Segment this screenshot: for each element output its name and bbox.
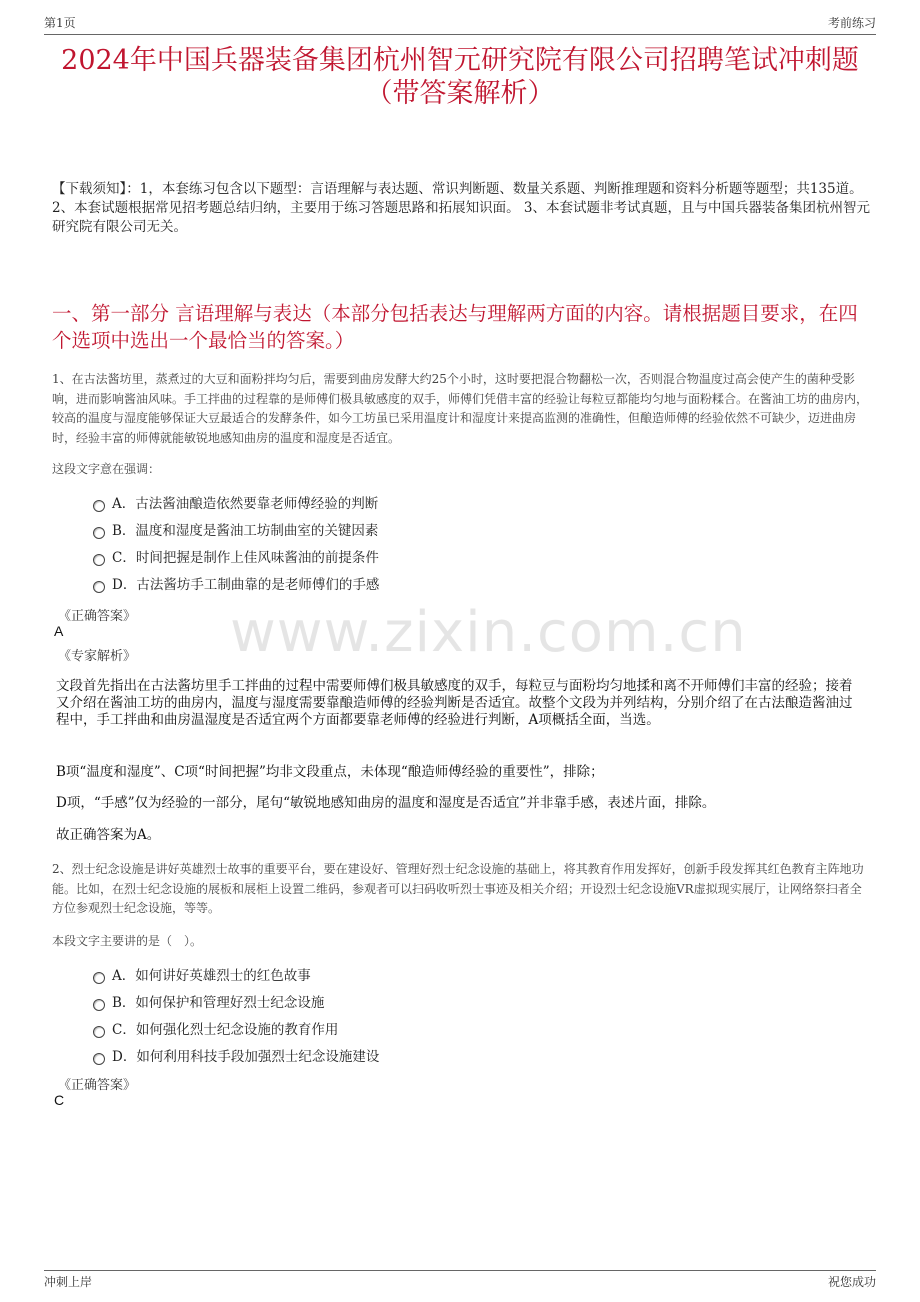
option-c[interactable] xyxy=(92,548,792,575)
analysis-paragraph: D项，“手感”仅为经验的一部分，尾句“敏锐地感知曲房的温度和湿度是否适宜”并非靠手感，表述片面，排除。 xyxy=(56,795,716,811)
option-label: D．如何利用科技手段加强烈士纪念设施建设 xyxy=(112,1049,380,1065)
option-label: C．如何强化烈士纪念设施的教育作用 xyxy=(112,1022,339,1038)
question-2-options xyxy=(92,966,792,1074)
option-d[interactable] xyxy=(92,575,792,602)
document-title: 2024年中国兵器装备集团杭州智元研究院有限公司招聘笔试冲刺题（带答案解析） xyxy=(61,45,859,109)
analysis-paragraph: B项“温度和湿度”、C项“时间把握”均非文段重点，未体现“酿造师傅经验的重要性”，排除； xyxy=(56,764,604,780)
option-b[interactable] xyxy=(92,521,792,548)
radio-icon[interactable] xyxy=(93,527,105,539)
option-label: B．如何保护和管理好烈士纪念设施 xyxy=(112,995,325,1011)
option-label: D．古法酱坊手工制曲靠的是老师傅们的手感 xyxy=(112,577,380,593)
footer-right: 祝您成功 xyxy=(827,1275,876,1289)
radio-icon[interactable] xyxy=(93,554,105,566)
header-label: 考前练习 xyxy=(827,16,876,30)
option-b[interactable] xyxy=(92,993,792,1020)
watermark: www.zixin.com.cn xyxy=(230,600,747,665)
answer-value: C xyxy=(54,1092,65,1108)
download-notice: 【下载须知】：1，本套练习包含以下题型：言语理解与表达题、常识判断题、数量关系题、判断推理题和资料分析题等题型；共135道。 2、本套试题根据常见招考题总结归纳，主要用于练习答题思路和拓展知识面。 3、本套试题非考试真题，且与中国兵器装备集团杭州智元研究院有限公司无关。 xyxy=(52,181,870,235)
section-title: 一、第一部分 言语理解与表达（本部分包括表达与理解两方面的内容。请根据题目要求，在四个选项中选出一个最恰当的答案。） xyxy=(52,302,858,352)
option-label: C．时间把握是制作上佳风味酱油的前提条件 xyxy=(112,550,379,566)
option-c[interactable] xyxy=(92,1020,792,1047)
question-1-stem: 1、在古法酱坊里，蒸煮过的大豆和面粉拌均匀后，需要到曲房发酵大约25个小时，这时要把混合物翻松一次，否则混合物温度过高会使产生的菌种受影响，进而影响酱油风味。手工拌曲的过程靠的是师傅们极具敏感度的双手，师傅们凭借丰富的经验让每粒豆都能均匀地与面粉糅合。在酱油工坊的曲房内，较高的温度与湿度能够保证大豆最适合的发酵条件，如今工坊虽已采用温度计和湿度计来提高监测的准确性，但酿造师傅的经验依然不可缺少，迈进曲房时，经验丰富的师傅就能敏锐地感知曲房的温度和湿度是否适宜。 xyxy=(52,372,869,445)
analysis-conclusion: 故正确答案为A。 xyxy=(56,827,161,843)
radio-icon[interactable] xyxy=(93,999,105,1011)
question-2-prompt: 本段文字主要讲的是（ ）。 xyxy=(52,934,203,948)
radio-icon[interactable] xyxy=(93,500,105,512)
answer-label: 《正确答案》 xyxy=(58,609,137,624)
question-2-stem: 2、烈士纪念设施是讲好英雄烈士故事的重要平台，要在建设好、管理好烈士纪念设施的基础上，将其教育作用发挥好，创新手段发挥其红色教育主阵地功能。比如，在烈士纪念设施的展板和展柜上设置二维码，参观者可以扫码收听烈士事迹及相关介绍；开设烈士纪念设施VR虚拟现实展厅，让网络祭扫者全方位参观烈士纪念设施，等等。 xyxy=(52,862,864,915)
radio-icon[interactable] xyxy=(93,1053,105,1065)
analysis-paragraph: 文段首先指出在古法酱坊里手工拌曲的过程中需要师傅们极具敏感度的双手，每粒豆与面粉均匀地揉和离不开师傅们丰富的经验；接着又介绍在酱油工坊的曲房内，温度与湿度需要靠酿造师傅的经验判断是否适宜。故整个文段为并列结构，分别介绍了在古法酿造酱油过程中，手工拌曲和曲房温湿度是否适宜两个方面都要靠老师傅的经验进行判断，A项概括全面，当选。 xyxy=(56,678,853,728)
radio-icon[interactable] xyxy=(93,581,105,593)
page-number: 第1页 xyxy=(44,16,76,30)
option-label: B．温度和湿度是酱油工坊制曲室的关键因素 xyxy=(112,523,379,539)
option-a[interactable] xyxy=(92,494,792,521)
question-1-options xyxy=(92,494,792,602)
page-footer xyxy=(44,1270,876,1293)
page-header xyxy=(44,14,876,35)
answer-value: A xyxy=(54,623,64,639)
option-label: A．如何讲好英雄烈士的红色故事 xyxy=(112,968,311,984)
radio-icon[interactable] xyxy=(93,1026,105,1038)
analysis-label: 《专家解析》 xyxy=(58,649,137,664)
question-1-prompt: 这段文字意在强调： xyxy=(52,462,161,476)
option-a[interactable] xyxy=(92,966,792,993)
option-d[interactable] xyxy=(92,1047,792,1074)
option-label: A．古法酱油酿造依然要靠老师傅经验的判断 xyxy=(112,496,379,512)
footer-left: 冲刺上岸 xyxy=(44,1275,93,1289)
answer-label: 《正确答案》 xyxy=(58,1078,137,1093)
radio-icon[interactable] xyxy=(93,972,105,984)
